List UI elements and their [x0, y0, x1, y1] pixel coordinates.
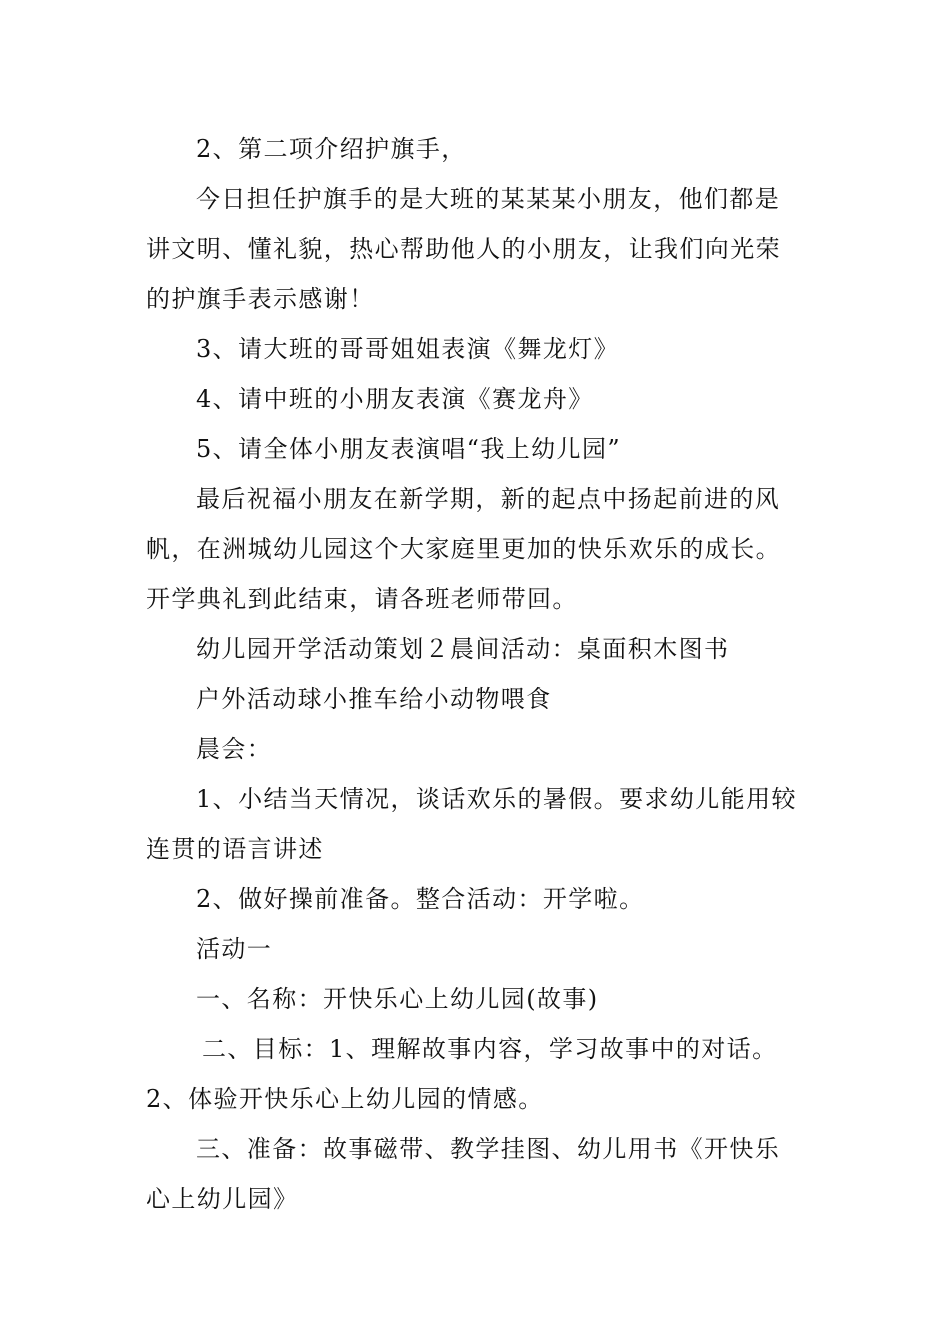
text-line: 活动一 [196, 935, 273, 963]
text-line: 3、请大班的哥哥姐姐表演《舞龙灯》 [196, 335, 620, 363]
text-line: 的护旗手表示感谢！ [146, 285, 375, 313]
text-line: 幼儿园开学活动策划２晨间活动：桌面积木图书 [196, 635, 730, 663]
text-line: 今日担任护旗手的是大班的某某某小朋友，他们都是 [196, 185, 781, 213]
text-line: 二、目标：1、理解故事内容，学习故事中的对话。 [202, 1035, 778, 1063]
text-line: 晨会： [196, 735, 273, 763]
text-line: 5、请全体小朋友表演唱“我上幼儿园” [196, 435, 622, 463]
text-line: 4、请中班的小朋友表演《赛龙舟》 [196, 385, 594, 413]
text-line: 心上幼儿园》 [146, 1185, 299, 1213]
text-line: 1、小结当天情况，谈话欢乐的暑假。要求幼儿能用较 [196, 785, 797, 813]
text-line: 讲文明、懂礼貌，热心帮助他人的小朋友，让我们向光荣 [146, 235, 781, 263]
text-line: 2、做好操前准备。整合活动：开学啦。 [196, 885, 645, 913]
text-line: 连贯的语言讲述 [146, 835, 324, 863]
text-line: 最后祝福小朋友在新学期，新的起点中扬起前进的风 [196, 485, 781, 513]
text-line: 帆，在洲城幼儿园这个大家庭里更加的快乐欢乐的成长。 [146, 535, 781, 563]
text-line: 户外活动球小推车给小动物喂食 [196, 685, 552, 713]
text-line: 2、体验开快乐心上幼儿园的情感。 [146, 1085, 544, 1113]
text-line: 开学典礼到此结束，请各班老师带回。 [146, 585, 578, 613]
text-line: 2、第二项介绍护旗手， [196, 135, 467, 163]
text-line: 三、准备：故事磁带、教学挂图、幼儿用书《开快乐 [196, 1135, 781, 1163]
text-line: 一、名称：开快乐心上幼儿园(故事) [196, 985, 599, 1013]
